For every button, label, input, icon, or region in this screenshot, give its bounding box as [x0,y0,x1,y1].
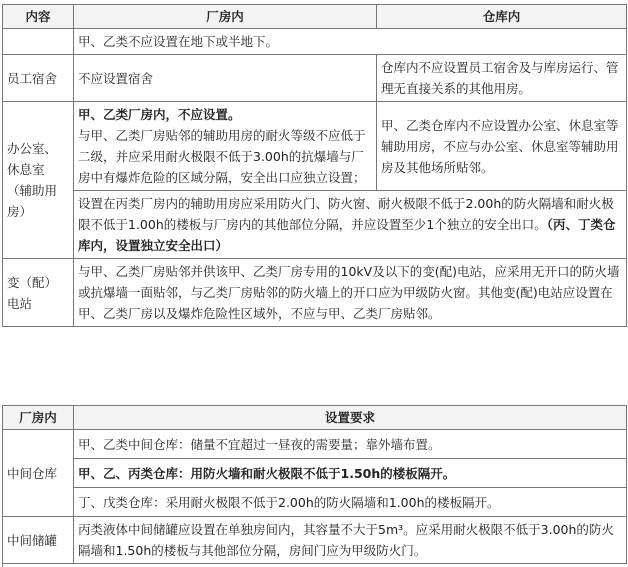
row-label-interim-storage: 中间仓库 [3,430,74,517]
table-row [3,459,627,488]
dorm-warehouse-cell: 仓库内不应设置员工宿舍及与库房运行、管理无直接关系的其他用房。 [377,55,627,102]
interim-storage-line1: 甲、乙类中间仓库：储量不宜超过一昼夜的需要量；靠外墙布置。 [74,430,627,459]
interim-storage-line2: 甲、乙、丙类仓库：用防火墙和耐火极限不低于1.50h的楼板隔开。 [74,459,627,488]
row-label-substation: 变（配）电站 [3,259,74,327]
office-shared-text: 设置在丙类厂房内的辅助用房应采用防火门、防火窗、耐火极限不低于2.00h的防火隔墙和耐火极限不低于1.00h的楼板与厂房内的其他部位分隔，并应设置至少1个独立的安全出口。 [78,196,614,232]
table-row [3,102,627,191]
row-label-interim-tank: 中间储罐 [3,517,74,564]
table-header-row [3,406,627,430]
header-factory: 厂房内 [3,406,74,430]
office-factory-cell [74,102,377,191]
dorm-factory-cell: 不应设置宿舍 [74,55,377,102]
table-row [3,29,627,55]
table-row [3,191,627,259]
table-row [3,55,627,102]
underground-rule: 甲、乙类不应设置在地下或半地下。 [74,29,627,55]
row-label-office: 办公室、休息室（辅助用房） [3,102,74,259]
interim-tank-cell: 丙类液体中间储罐应设置在单独房间内，其容量不大于5m³。应采用耐火极限不低于3.00h的防火隔墙和1.50h的楼板与其他部位分隔，房间门应为甲级防火门。 [74,517,627,564]
office-factory-bold: 甲、乙类厂房内，不应设置。 [78,107,241,122]
table-row [3,430,627,459]
substation-cell: 与甲、乙类厂房贴邻并供该甲、乙类厂房专用的10kV及以下的变(配)电站，应采用无开口的防火墙或抗爆墙一面贴邻，与乙类厂房贴邻的防火墙上的开口应为甲级防火窗。其他变(配)电站应设置在甲、乙类厂房以及爆炸危险性区域外，不应与甲、乙类厂房贴邻。 [74,259,627,327]
table-header-row [3,5,627,29]
header-requirements: 设置要求 [74,406,627,430]
fire-separation-table [2,4,627,327]
office-factory-text: 与甲、乙类厂房贴邻的辅助用房的耐火等级不应低于二级，并应采用耐火极限不低于3.00h的抗爆墙与厂房中有爆炸危险的区域分隔，安全出口应独立设置； [78,128,366,185]
table-row [3,517,627,564]
interim-storage-table [2,405,627,564]
office-shared-cell [74,191,627,259]
header-warehouse: 仓库内 [377,5,627,29]
table-continuation-line [2,561,3,567]
office-shared-bold: （丙、丁类仓库内，设置独立安全出口） [78,217,616,253]
table-row [3,488,627,517]
office-warehouse-cell: 甲、乙类仓库内不应设置办公室、休息室等辅助用房，不应与办公室、休息室等辅助用房及其他场所贴邻。 [377,102,627,191]
header-content: 内容 [3,5,74,29]
table-row [3,259,627,327]
empty-cell [3,29,74,55]
interim-storage-line3: 丁、戊类仓库：采用耐火极限不低于2.00h的防火隔墙和1.00h的楼板隔开。 [74,488,627,517]
header-factory: 厂房内 [74,5,377,29]
row-label-dorm: 员工宿舍 [3,55,74,102]
